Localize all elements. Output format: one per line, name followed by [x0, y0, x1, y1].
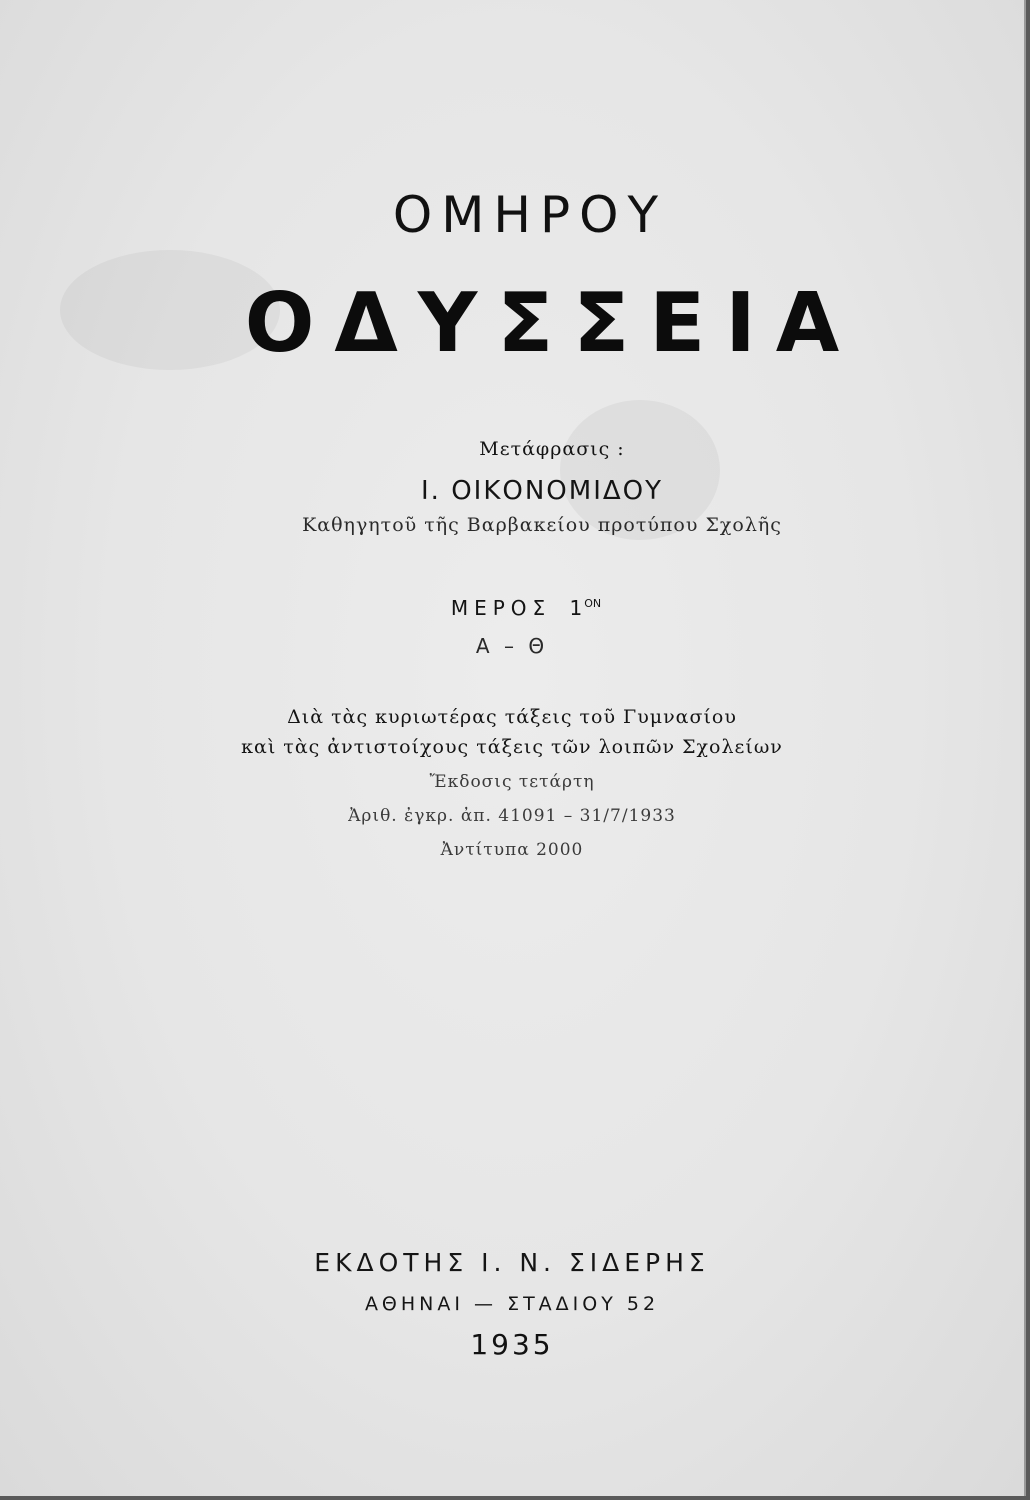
publisher-name: ΕΚΔΟΤΗΣ Ι. Ν. ΣΙΔΕΡΗΣ — [314, 1248, 710, 1277]
publication-year: 1935 — [470, 1328, 554, 1361]
books-range: Α – Θ — [475, 634, 549, 658]
purpose-line-2: καὶ τὰς ἀντιστοίχους τάξεις τῶν λοιπῶν Σχολείων — [241, 736, 783, 758]
work-title: ΟΔΥΣΣΕΙΑ — [244, 276, 860, 371]
part-number: 1 — [569, 596, 583, 620]
translator-name: Ι. ΟΙΚΟΝΟΜΙΔΟΥ — [421, 476, 663, 506]
publisher-address: ΑΘΗΝΑΙ — ΣΤΑΔΙΟΥ 52 — [364, 1293, 660, 1315]
translator-affiliation: Καθηγητοῦ τῆς Βαρβακείου προτύπου Σχολῆς — [302, 514, 782, 536]
edition-note: Ἔκδοσις τετάρτη — [429, 772, 595, 792]
part-suffix: ΟΝ — [584, 597, 602, 610]
part-heading — [0, 596, 1030, 620]
part-number-wrap — [570, 596, 602, 620]
copies-note: Ἀντίτυπα 2000 — [440, 840, 584, 860]
approval-note: Ἀριθ. ἐγκρ. ἀπ. 41091 – 31/7/1933 — [348, 806, 676, 826]
translation-label: Μετάφρασις : — [479, 438, 625, 460]
purpose-line-1: Διὰ τὰς κυριωτέρας τάξεις τοῦ Γυμνασίου — [287, 706, 737, 728]
author-name: ΟΜΗΡΟΥ — [392, 186, 668, 244]
part-label: ΜΕΡΟΣ — [450, 596, 552, 620]
